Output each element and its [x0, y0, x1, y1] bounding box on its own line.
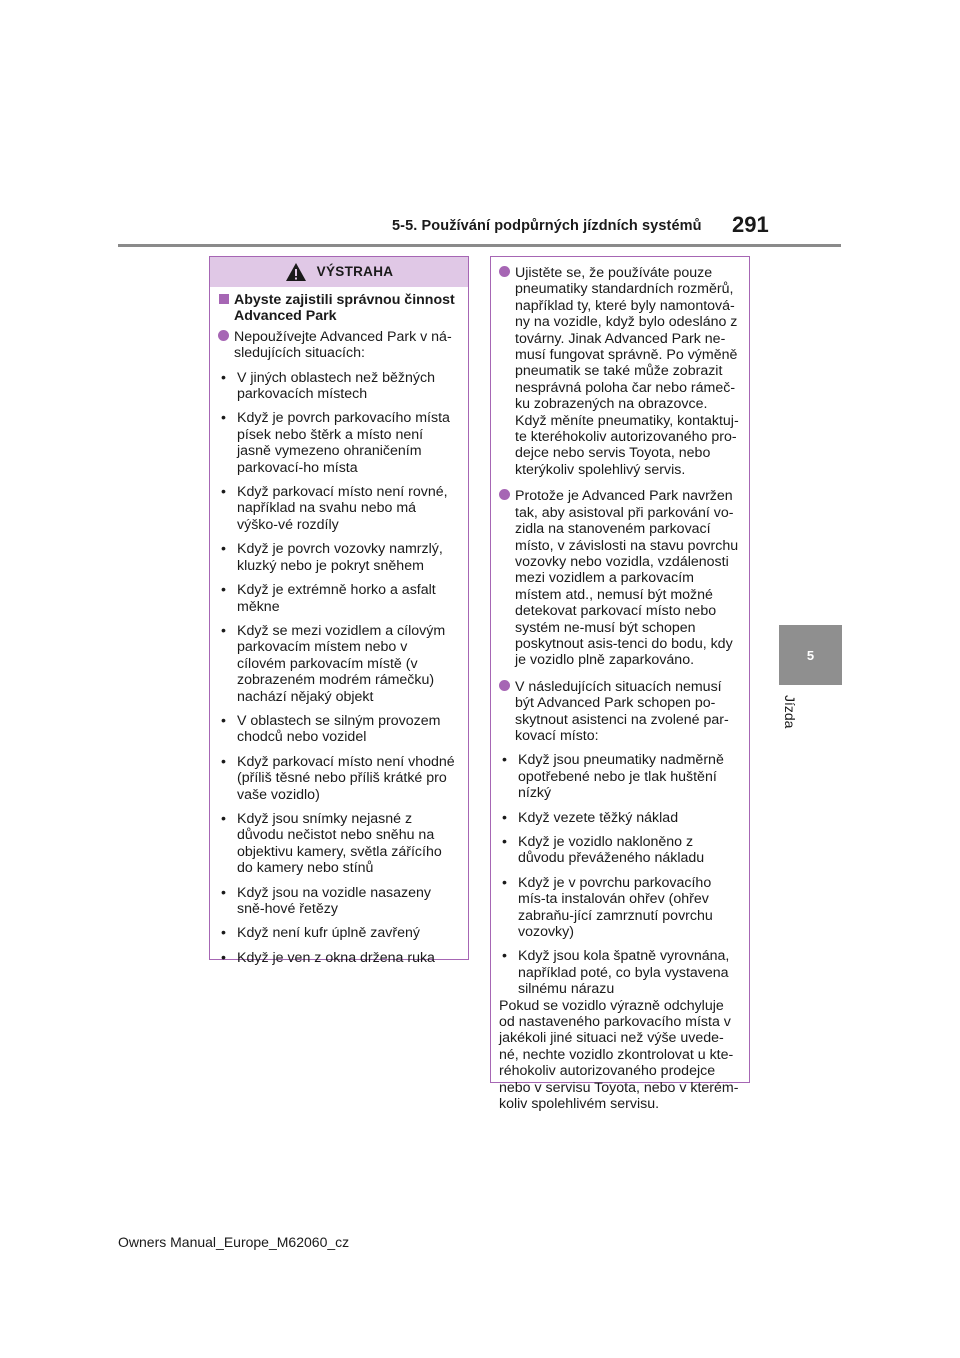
chapter-label-text: Jízda: [782, 695, 798, 729]
tire-paragraph: [499, 265, 741, 478]
list-item: • Když jsou kola špatně vyrovnána, například poté, co byla vystavena silnému nárazu: [499, 948, 741, 997]
design-paragraph: [499, 488, 741, 668]
list-item: • Když je ven z okna držena ruka: [218, 950, 460, 966]
square-bullet-icon: [219, 294, 229, 304]
warning-header: [210, 257, 468, 287]
list-item: • Když jsou snímky nejasné z důvodu nečistot nebo sněhu na objektivu kamery, světla zářícího do kamery nebo stínů: [218, 811, 460, 877]
page-number: 291: [732, 212, 769, 237]
warning-heading-text: Abyste zajistili správnou činnost Advanced Park: [234, 292, 455, 325]
situations-paragraph-text: V následujících situacích nemusí být Advanced Park schopen po-skytnout asistenci na zvolené par-kovací místo:: [515, 678, 729, 744]
chapter-number: 5: [806, 647, 815, 663]
chapter-tab: [779, 625, 842, 685]
footer-manual-id: Owners Manual_Europe_M62060_cz: [118, 1234, 350, 1250]
warning-continuation-box: [490, 256, 750, 1113]
list-item: • Když není kufr úplně zavřený: [218, 925, 460, 941]
design-paragraph-text: Protože je Advanced Park navržen tak, aby asistoval při parkování vo-zidla na stanoveném parkovací místo, v závislosti na stavu povrchu vozovky nebo vozidla, vzdálenosti mezi vozidlem a parkovacím místem atd., nemusí být možné detekovat parkovací místo nebo systém ne-musí být schopen poskytnout asis-tenci do bodu, kdy je vozidlo plně zaparkováno.: [515, 488, 739, 669]
list-item: • Když je povrch parkovacího místa písek nebo štěrk a místo není jasně vymezeno ohraničením parkovací-ho místa: [218, 410, 460, 476]
list-item: • Když vezete těžký náklad: [499, 810, 741, 826]
list-item: • Když je povrch vozovky namrzlý, kluzký nebo je pokryt sněhem: [218, 541, 460, 574]
list-item: • Když parkovací místo není rovné, například na svahu nebo má výško-vé rozdíly: [218, 484, 460, 533]
tire-paragraph-text: Ujistěte se, že používáte pouze pneumatiky standardních rozměrů, například ty, které byly namontová-ny na vozidle, když bylo odesláno z továrny. Jinak Advanced Park ne-musí fungovat správně. Po výměně pneumatik se také může zobrazit nesprávná poloha čar nebo rámeč-ku zobrazených na obrazovce. Když měníte pneumatiky, kontaktuj-te kteréhokoliv autorizovaného pro-dejce nebo servis Toyota, nebo kterýkoliv spolehlivý servis.: [515, 265, 739, 478]
list-item: • Když je v povrchu parkovacího mís-ta instalován ohřev (ohřev zabraňu-jící zamrznutí povrchu vozovky): [499, 875, 741, 941]
list-item: • Když je vozidlo nakloněno z důvodu převáženého nákladu: [499, 834, 741, 867]
list-item: • Když jsou pneumatiky nadměrně opotřebené nebo je tlak huštění nízký: [499, 752, 741, 801]
circle-bullet-icon: [499, 489, 510, 500]
assist-situation-list: [499, 752, 741, 997]
warning-situation-list: [218, 370, 460, 967]
closing-paragraph: Pokud se vozidlo výrazně odchyluje od nastaveného parkovacího místa v jakékoli jiné situaci než výše uvede-né, nechte vozidlo zkontrolovat u kte-réhokoliv autorizovaného prodejce nebo v servisu Toyota, nebo v kterém-koliv spolehlivém servisu.: [499, 997, 739, 1113]
list-item: • Když jsou na vozidle nasazeny sně-hové řetězy: [218, 885, 460, 918]
list-item: • Když je extrémně horko a asfalt měkne: [218, 582, 460, 615]
circle-bullet-icon: [218, 330, 229, 341]
warning-intro: [218, 329, 460, 362]
list-item: • V jiných oblastech než běžných parkovacích místech: [218, 370, 460, 403]
section-title: 5-5. Používání podpůrných jízdních systémů: [392, 218, 702, 234]
warning-triangle-icon: [285, 262, 307, 282]
chapter-label: [780, 695, 810, 745]
header-divider: [118, 244, 841, 247]
warning-heading: [218, 292, 460, 325]
list-item: • Když se mezi vozidlem a cílovým parkovacím místem nebo v cílovém parkovacím místě (v zobrazeném modrém rámečku) nachází nějaký objekt: [218, 623, 460, 705]
warning-title: VÝSTRAHA: [316, 263, 394, 279]
warning-box: [209, 256, 469, 966]
list-item: • V oblastech se silným provozem chodců nebo vozidel: [218, 713, 460, 746]
circle-bullet-icon: [499, 266, 510, 277]
situations-paragraph: [499, 679, 741, 745]
warning-intro-text: Nepoužívejte Advanced Park v ná-sledujících situacích:: [234, 328, 452, 362]
circle-bullet-icon: [499, 680, 510, 691]
list-item: • Když parkovací místo není vhodné (příliš těsné nebo příliš krátké pro vaše vozidlo): [218, 754, 460, 803]
